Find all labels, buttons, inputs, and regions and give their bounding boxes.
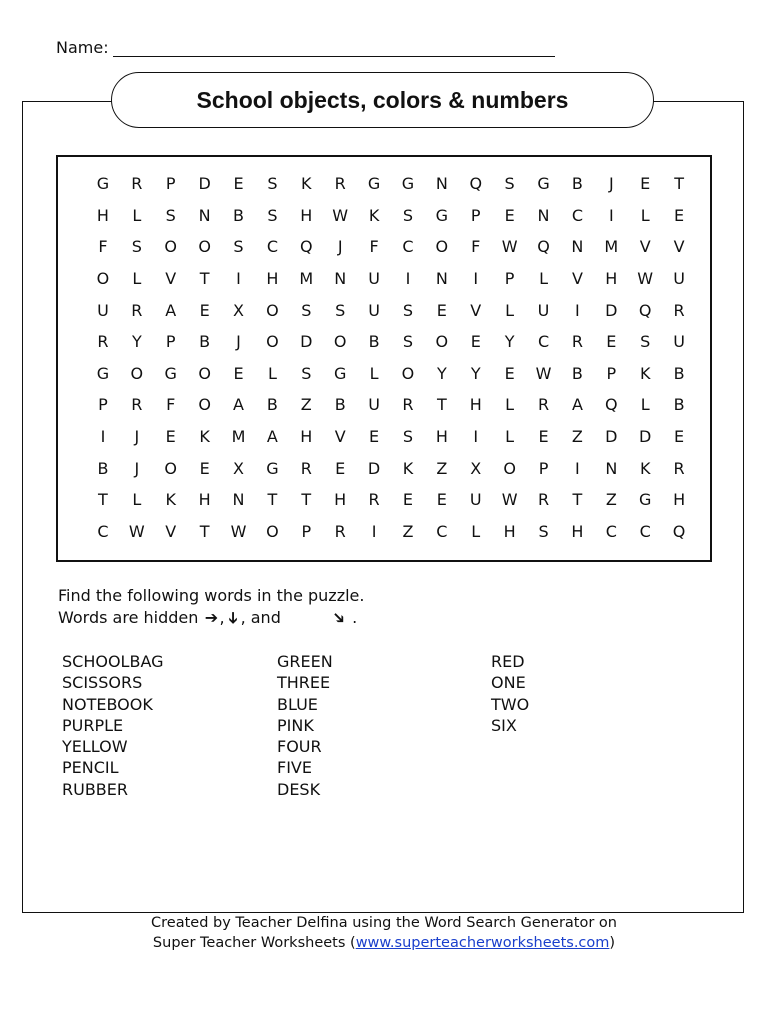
grid-letter: W (637, 269, 654, 289)
grid-letter: S (233, 237, 244, 257)
grid-letter: G (367, 174, 381, 194)
grid-letter: T (572, 490, 583, 510)
grid-letter: U (97, 300, 109, 320)
grid-letter: X (233, 458, 244, 478)
grid-letter: H (300, 427, 313, 447)
grid-letter: L (132, 269, 142, 289)
grid-letter: F (471, 237, 481, 257)
grid-letter: P (538, 458, 549, 478)
grid-letter: L (505, 427, 515, 447)
grid-letter: Q (299, 237, 313, 257)
grid-letter: Q (605, 395, 618, 415)
grid-letter: M (604, 237, 619, 257)
grid-letter: T (199, 521, 210, 541)
grid-letter: B (673, 363, 685, 383)
grid-letter: O (164, 237, 178, 257)
grid-letter: R (571, 332, 583, 352)
grid-letter: Y (504, 332, 515, 352)
grid-letter: C (97, 521, 109, 541)
grid-letter: O (198, 363, 211, 383)
grid-letter: Y (436, 363, 447, 383)
grid-letter: B (97, 458, 109, 478)
grid-letter: U (673, 332, 685, 352)
word-list-column-1 (62, 651, 164, 800)
grid-letter: R (300, 458, 312, 478)
word-list-column-3 (491, 651, 529, 736)
name-blank-line[interactable] (113, 40, 555, 57)
grid-letter: S (504, 174, 515, 194)
word-item: PINK (277, 715, 314, 735)
grid-letter: D (605, 427, 618, 447)
arrow-down-icon: ➔ (223, 611, 243, 625)
grid-letter: E (369, 427, 380, 447)
grid-letter: K (639, 363, 651, 383)
grid-letter: E (640, 174, 651, 194)
grid-letter: U (368, 300, 380, 320)
grid-letter: S (267, 205, 278, 225)
grid-letter: W (332, 205, 349, 225)
name-field (56, 38, 555, 57)
grid-letter: U (673, 269, 685, 289)
grid-letter: N (232, 490, 245, 510)
word-item: ONE (491, 673, 526, 693)
grid-letter: G (164, 363, 177, 383)
word-item: FIVE (277, 758, 312, 778)
grid-letter: R (334, 521, 346, 541)
name-label: Name: (56, 38, 109, 57)
grid-letter: P (470, 205, 481, 225)
grid-letter: E (402, 490, 414, 510)
instructions-prefix: Words are hidden (58, 608, 199, 627)
grid-letter: C (402, 237, 414, 257)
grid-letter: E (504, 363, 515, 383)
grid-letter: C (639, 521, 651, 541)
grid-letter: A (165, 300, 177, 320)
arrow-right-icon: ➔ (204, 608, 219, 627)
grid-letter: N (435, 269, 448, 289)
grid-letter: S (402, 300, 414, 320)
grid-letter: H (469, 395, 482, 415)
grid-letter: E (165, 427, 176, 447)
word-item: SCISSORS (62, 673, 143, 693)
grid-letter: W (230, 521, 247, 541)
grid-letter: B (233, 205, 244, 225)
grid-letter: U (368, 395, 380, 415)
grid-letter: I (608, 205, 614, 225)
grid-letter: B (571, 363, 583, 383)
footer-credit (0, 913, 768, 953)
grid-letter: Z (571, 427, 583, 447)
grid-letter: O (503, 458, 516, 478)
grid-letter: K (165, 490, 176, 510)
grid-letter: N (537, 205, 550, 225)
grid-letter: K (639, 458, 651, 478)
grid-letter: T (267, 490, 278, 510)
grid-letter: P (165, 332, 176, 352)
grid-letter: F (166, 395, 176, 415)
word-item: PENCIL (62, 758, 119, 778)
grid-letter: G (96, 174, 110, 194)
grid-letter: S (301, 363, 312, 383)
grid-letter: D (367, 458, 381, 478)
grid-letter: B (571, 174, 583, 194)
grid-letter: E (606, 332, 617, 352)
grid-letter: B (334, 395, 346, 415)
grid-letter: O (266, 332, 279, 352)
grid-letter: U (537, 300, 550, 320)
grid-letter: E (199, 458, 210, 478)
grid-letter: A (571, 395, 583, 415)
grid-letter: I (236, 269, 241, 289)
grid-letter: P (98, 395, 108, 415)
grid-letter: E (233, 174, 244, 194)
grid-letter: O (266, 521, 279, 541)
word-item: GREEN (277, 652, 333, 671)
footer-prefix: Super Teacher Worksheets ( (152, 935, 356, 951)
grid-letter: X (233, 300, 244, 320)
grid-letter: H (198, 490, 211, 510)
grid-letter: S (402, 427, 414, 447)
footer-line-1: Created by Teacher Delfina using the Word Search Generator on (151, 915, 617, 931)
grid-letter: J (337, 237, 343, 257)
grid-letter: G (333, 363, 347, 383)
grid-letter: S (402, 332, 414, 352)
grid-letter: C (266, 237, 278, 257)
grid-letter: V (470, 300, 482, 320)
grid-letter: E (470, 332, 481, 352)
grid-letter: V (334, 427, 346, 447)
grid-letter: L (267, 363, 277, 383)
worksheet-title (111, 72, 654, 128)
grid-letter: O (198, 237, 211, 257)
grid-letter: H (605, 269, 618, 289)
grid-letter: O (130, 363, 144, 383)
word-item: TWO (491, 694, 530, 714)
grid-letter: S (267, 174, 278, 194)
word-item: RUBBER (62, 779, 129, 799)
grid-letter: R (537, 490, 550, 510)
grid-letter: G (638, 490, 652, 510)
grid-letter: F (369, 237, 379, 257)
grid-letter: Y (470, 363, 481, 383)
grid-letter: Z (436, 458, 448, 478)
grid-letter: G (435, 205, 449, 225)
grid-letter: O (198, 395, 211, 415)
grid-letter: V (165, 269, 177, 289)
grid-letter: J (134, 427, 140, 447)
grid-letter: B (673, 395, 685, 415)
grid-letter: G (401, 174, 415, 194)
grid-letter: U (368, 269, 380, 289)
word-item: FOUR (277, 737, 322, 757)
grid-letter: E (199, 300, 210, 320)
grid-letter: L (505, 300, 515, 320)
grid-letter: K (402, 458, 414, 478)
grid-letter: G (96, 363, 110, 383)
grid-letter: C (571, 205, 583, 225)
grid-letter: V (673, 237, 685, 257)
grid-letter: V (639, 237, 651, 257)
grid-letter: L (539, 269, 548, 289)
grid-letter: R (131, 395, 143, 415)
grid-letter: W (501, 490, 518, 510)
grid-letter: I (405, 269, 411, 289)
grid-letter: L (505, 395, 515, 415)
grid-letter: J (134, 458, 140, 478)
grid-letter: N (334, 269, 347, 289)
grid-letter: V (571, 269, 583, 289)
grid-letter: K (301, 174, 312, 194)
grid-letter: R (402, 395, 414, 415)
grid-letter: O (164, 458, 178, 478)
grid-letter: B (266, 395, 278, 415)
grid-letter: O (435, 332, 449, 352)
footer-link[interactable]: www.superteacherworksheets.com (355, 935, 610, 951)
grid-letter: H (435, 427, 448, 447)
grid-letter: D (605, 300, 618, 320)
grid-letter: H (571, 521, 584, 541)
grid-letter: T (199, 269, 210, 289)
grid-letter: I (100, 427, 106, 447)
title-text: School objects, colors & numbers (196, 86, 569, 113)
grid-letter: M (231, 427, 246, 447)
grid-letter: L (471, 521, 481, 541)
grid-letter: S (131, 237, 142, 257)
word-item: BLUE (277, 694, 318, 714)
grid-letter: A (266, 427, 278, 447)
instructions-period: . (352, 608, 358, 627)
grid-letter: S (301, 300, 312, 320)
grid-letter: R (537, 395, 550, 415)
grid-letter: R (131, 174, 143, 194)
grid-letter: W (535, 363, 552, 383)
grid-letter: O (266, 300, 279, 320)
grid-letter: E (674, 427, 685, 447)
word-item: THREE (277, 673, 331, 693)
grid-letter: O (333, 332, 347, 352)
arrow-diagonal-icon: ➔ (327, 606, 351, 630)
grid-letter: G (537, 174, 550, 194)
word-item: YELLOW (62, 737, 128, 757)
grid-letter: M (299, 269, 314, 289)
word-item: NOTEBOOK (62, 694, 153, 714)
grid-letter: A (233, 395, 244, 415)
footer-suffix: ) (609, 935, 616, 951)
grid-letter: B (368, 332, 380, 352)
grid-letter: I (371, 521, 377, 541)
grid-letter: H (503, 521, 516, 541)
grid-letter: Q (537, 237, 550, 257)
grid-letter: J (236, 332, 241, 352)
grid-letter: E (436, 300, 447, 320)
grid-letter: W (128, 521, 145, 541)
grid-letter: R (334, 174, 346, 194)
word-search-grid (86, 168, 696, 547)
grid-letter: Z (402, 521, 414, 541)
footer-line-2 (0, 933, 768, 953)
grid-letter: P (504, 269, 515, 289)
grid-letter: O (96, 269, 110, 289)
word-list-column-2 (277, 651, 333, 800)
grid-letter: L (132, 490, 142, 510)
grid-letter: E (674, 205, 685, 225)
grid-letter: F (98, 237, 108, 257)
grid-letter: Z (605, 490, 617, 510)
instructions-line-1: Find the following words in the puzzle. (58, 586, 365, 605)
instructions-line-2 (58, 607, 364, 629)
grid-letter: H (300, 205, 313, 225)
grid-letter: L (640, 205, 650, 225)
grid-letter: E (436, 490, 447, 510)
grid-letter: S (538, 521, 549, 541)
grid-letter: B (199, 332, 211, 352)
grid-letter: C (605, 521, 617, 541)
grid-letter: L (369, 363, 379, 383)
grid-letter: S (402, 205, 414, 225)
grid-letter: R (368, 490, 380, 510)
grid-letter: E (538, 427, 549, 447)
separator-and: , and (240, 608, 281, 627)
grid-letter: N (198, 205, 211, 225)
grid-letter: T (301, 490, 312, 510)
grid-letter: T (436, 395, 447, 415)
grid-letter: R (97, 332, 109, 352)
grid-letter: C (537, 332, 550, 352)
grid-letter: E (504, 205, 515, 225)
grid-letter: H (266, 269, 279, 289)
grid-letter: P (606, 363, 617, 383)
word-item: RED (491, 652, 525, 671)
grid-letter: N (605, 458, 618, 478)
grid-letter: D (198, 174, 211, 194)
grid-letter: Z (300, 395, 312, 415)
grid-letter: D (639, 427, 652, 447)
grid-letter: T (98, 490, 108, 510)
instructions (58, 585, 364, 629)
grid-letter: Q (672, 521, 686, 541)
grid-letter: H (673, 490, 686, 510)
grid-letter: I (473, 427, 479, 447)
grid-letter: C (436, 521, 448, 541)
grid-letter: G (266, 458, 279, 478)
grid-letter: R (673, 458, 685, 478)
grid-letter: K (199, 427, 210, 447)
grid-letter: S (165, 205, 176, 225)
grid-letter: P (301, 521, 312, 541)
grid-letter: L (640, 395, 650, 415)
grid-letter: L (132, 205, 142, 225)
word-item: DESK (277, 779, 321, 799)
grid-letter: H (334, 490, 347, 510)
grid-letter: S (335, 300, 346, 320)
grid-letter: E (335, 458, 346, 478)
grid-letter: N (571, 237, 584, 257)
grid-letter: R (131, 300, 143, 320)
grid-letter: O (435, 237, 449, 257)
grid-letter: R (673, 300, 685, 320)
grid-letter: T (674, 174, 684, 194)
grid-letter: Y (131, 332, 142, 352)
grid-letter: J (608, 174, 614, 194)
separator-comma: , (219, 608, 225, 627)
grid-letter: Q (638, 300, 652, 320)
grid-letter: Q (469, 174, 483, 194)
grid-letter: N (435, 174, 448, 194)
grid-letter: I (575, 458, 580, 478)
word-item: SCHOOLBAG (62, 652, 164, 671)
grid-letter: X (470, 458, 482, 478)
grid-letter: U (469, 490, 482, 510)
grid-letter: E (233, 363, 244, 383)
grid-letter: H (96, 205, 109, 225)
word-item: PURPLE (62, 715, 124, 735)
grid-letter: S (640, 332, 651, 352)
grid-letter: W (501, 237, 518, 257)
grid-letter: V (165, 521, 177, 541)
grid-letter: I (575, 300, 580, 320)
grid-letter: O (401, 363, 415, 383)
grid-letter: I (473, 269, 479, 289)
grid-letter: P (165, 174, 176, 194)
word-item: SIX (491, 715, 517, 735)
grid-letter: D (300, 332, 313, 352)
grid-letter: K (368, 205, 380, 225)
